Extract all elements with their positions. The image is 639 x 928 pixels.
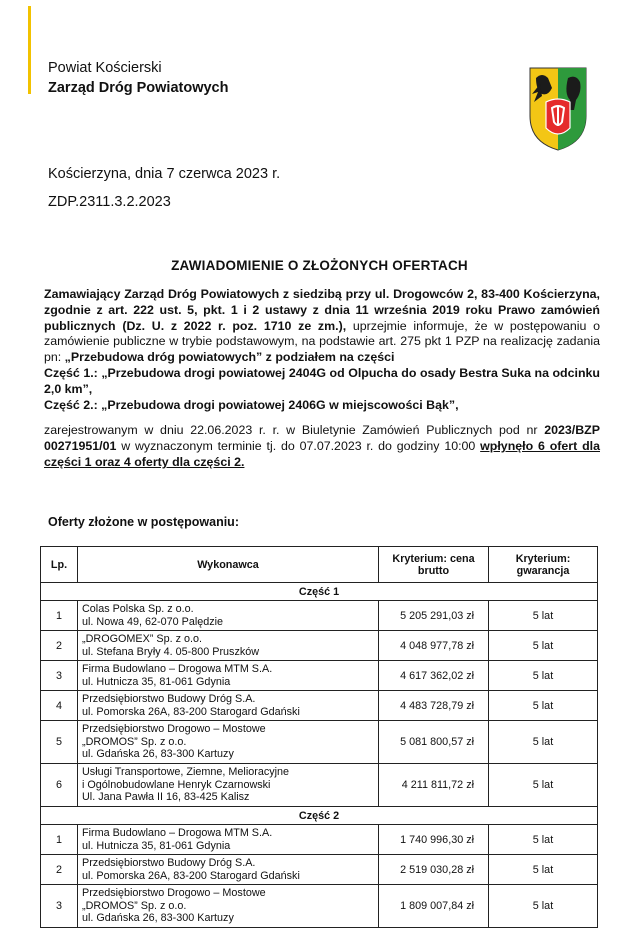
row-warranty: 5 lat bbox=[489, 601, 598, 631]
row-price: 4 617 362,02 zł bbox=[379, 661, 489, 691]
registration-text: zarejestrowanym w dniu 22.06.2023 r. r. w Biuletynie Zamówień Publicznych pod nr bbox=[44, 423, 545, 438]
part2-header-row bbox=[41, 807, 598, 825]
row-warranty: 5 lat bbox=[489, 631, 598, 661]
row-lp: 4 bbox=[41, 691, 78, 721]
contractor-line: „DROGOMEX” Sp. z o.o. bbox=[82, 632, 202, 645]
bzp-number: 2023/BZP 00271951/01 bbox=[44, 423, 600, 454]
contractor-line: Przedsiębiorstwo Budowy Dróg S.A. bbox=[82, 856, 256, 869]
row-contractor bbox=[78, 661, 379, 691]
header-accent-bar bbox=[28, 6, 31, 94]
contractor-line: Przedsiębiorstwo Drogowo – Mostowe bbox=[82, 723, 266, 736]
part2-description: „Przebudowa drogi powiatowej 2406G w miejscowości Bąk”, bbox=[97, 397, 459, 412]
contractor-line: i Ogólnobudowlane Henryk Czarnowski bbox=[82, 778, 271, 791]
row-warranty: 5 lat bbox=[489, 764, 598, 807]
contractor-line: ul. Hutnicza 35, 81-061 Gdynia bbox=[82, 839, 231, 852]
intro-procedure: uprzejmie informuje, że w postępowaniu o zamówienie publiczne w trybie podstawowym, na podstawie art. 275 pkt 1 PZP na realizację zadania pn: bbox=[44, 318, 600, 365]
place-and-date: Kościerzyna, dnia 7 czerwca 2023 r. bbox=[48, 166, 281, 182]
contractor-line: Firma Budowlano – Drogowa MTM S.A. bbox=[82, 662, 273, 675]
row-lp: 1 bbox=[41, 825, 78, 855]
row-lp: 2 bbox=[41, 631, 78, 661]
part2-header: Część 2 bbox=[41, 807, 598, 825]
reference-number: ZDP.2311.3.2.2023 bbox=[48, 194, 171, 210]
row-price: 5 205 291,03 zł bbox=[379, 601, 489, 631]
row-contractor bbox=[78, 721, 379, 764]
deadline-text: w wyznaczonym terminie tj. do 07.07.2023 r. do godziny 10:00 bbox=[116, 439, 481, 454]
part1-header-row bbox=[41, 583, 598, 601]
intro-paragraph bbox=[44, 287, 600, 413]
table-header-row bbox=[41, 547, 598, 583]
contractor-line: ul. Stefana Bryły 4. 05-800 Pruszków bbox=[82, 645, 260, 658]
row-contractor bbox=[78, 885, 379, 928]
notice-body bbox=[44, 287, 600, 471]
row-lp: 1 bbox=[41, 601, 78, 631]
row-lp: 2 bbox=[41, 855, 78, 885]
row-lp: 3 bbox=[41, 885, 78, 928]
contractor-line: Przedsiębiorstwo Drogowo – Mostowe bbox=[82, 887, 266, 900]
table-row bbox=[41, 855, 598, 885]
offers-heading: Oferty złożone w postępowaniu: bbox=[48, 515, 239, 529]
row-lp: 3 bbox=[41, 661, 78, 691]
offers-table bbox=[40, 546, 598, 928]
row-warranty: 5 lat bbox=[489, 661, 598, 691]
organization-county: Powiat Kościerski bbox=[48, 60, 162, 76]
row-warranty: 5 lat bbox=[489, 855, 598, 885]
contractor-line: ul. Hutnicza 35, 81-061 Gdynia bbox=[82, 675, 231, 688]
header-contractor: Wykonawca bbox=[78, 547, 379, 583]
table-row bbox=[41, 885, 598, 928]
row-price: 1 740 996,30 zł bbox=[379, 825, 489, 855]
contractor-line: Colas Polska Sp. z o.o. bbox=[82, 602, 194, 615]
contractor-line: Ul. Jana Pawła II 16, 83-425 Kalisz bbox=[82, 791, 250, 804]
table-row bbox=[41, 661, 598, 691]
county-coat-of-arms-icon bbox=[528, 66, 588, 152]
row-contractor bbox=[78, 631, 379, 661]
table-row bbox=[41, 601, 598, 631]
row-price: 4 211 811,72 zł bbox=[379, 764, 489, 807]
offers-summary: wpłynęło 6 ofert dla części 1 oraz 4 oferty dla części 2. bbox=[44, 439, 600, 469]
row-contractor bbox=[78, 764, 379, 807]
table-row bbox=[41, 764, 598, 807]
registration-paragraph bbox=[44, 423, 600, 470]
intro-legal-basis: Zamawiający Zarząd Dróg Powiatowych z siedzibą przy ul. Drogowców 2, 83-400 Kościerzyna, zgodnie z art. 222 ust. 5, pkt. 1 i 2 ustawy z dnia 11 września 2019 roku Prawo zamówień publicznych (Dz. U. z 2022 r. poz. 1710 ze zm.), bbox=[44, 287, 600, 333]
contractor-line: ul. Nowa 49, 62-070 Palędzie bbox=[82, 615, 224, 628]
contractor-line: „DROMOS” Sp. z o.o. bbox=[82, 899, 187, 912]
contractor-line: ul. Pomorska 26A, 83-200 Starogard Gdański bbox=[82, 705, 300, 718]
header-warranty: Kryterium: gwarancja bbox=[489, 547, 598, 583]
contractor-line: Przedsiębiorstwo Budowy Dróg S.A. bbox=[82, 692, 256, 705]
part1-label: Część 1.: bbox=[44, 365, 98, 380]
row-lp: 5 bbox=[41, 721, 78, 764]
row-warranty: 5 lat bbox=[489, 691, 598, 721]
contractor-line: Usługi Transportowe, Ziemne, Melioracyjne bbox=[82, 766, 290, 779]
table-row bbox=[41, 691, 598, 721]
part2-label: Część 2.: bbox=[44, 397, 98, 412]
header-price: Kryterium: cena brutto bbox=[379, 547, 489, 583]
header-lp: Lp. bbox=[41, 547, 78, 583]
row-warranty: 5 lat bbox=[489, 721, 598, 764]
row-price: 2 519 030,28 zł bbox=[379, 855, 489, 885]
row-lp: 6 bbox=[41, 764, 78, 807]
row-price: 1 809 007,84 zł bbox=[379, 885, 489, 928]
contractor-line: ul. Gdańska 26, 83-300 Kartuzy bbox=[82, 748, 234, 761]
row-price: 4 483 728,79 zł bbox=[379, 691, 489, 721]
document-title: ZAWIADOMIENIE O ZŁOŻONYCH OFERTACH bbox=[171, 258, 468, 273]
contractor-line: ul. Pomorska 26A, 83-200 Starogard Gdański bbox=[82, 869, 300, 882]
contractor-line: „DROMOS” Sp. z o.o. bbox=[82, 735, 187, 748]
row-warranty: 5 lat bbox=[489, 825, 598, 855]
contractor-line: Firma Budowlano – Drogowa MTM S.A. bbox=[82, 826, 273, 839]
row-contractor bbox=[78, 825, 379, 855]
part1-description: „Przebudowa drogi powiatowej 2404G od Olpucha do osady Bestra Suka na odcinku 2,0 km”, bbox=[44, 365, 600, 396]
table-row bbox=[41, 825, 598, 855]
task-name: „Przebudowa dróg powiatowych” z podziałem na części bbox=[64, 350, 395, 365]
contractor-line: ul. Gdańska 26, 83-300 Kartuzy bbox=[82, 912, 234, 925]
row-price: 4 048 977,78 zł bbox=[379, 631, 489, 661]
table-row bbox=[41, 631, 598, 661]
row-contractor bbox=[78, 601, 379, 631]
part1-header: Część 1 bbox=[41, 583, 598, 601]
table-row bbox=[41, 721, 598, 764]
row-price: 5 081 800,57 zł bbox=[379, 721, 489, 764]
organization-name: Zarząd Dróg Powiatowych bbox=[48, 80, 229, 96]
row-contractor bbox=[78, 855, 379, 885]
row-warranty: 5 lat bbox=[489, 885, 598, 928]
row-contractor bbox=[78, 691, 379, 721]
